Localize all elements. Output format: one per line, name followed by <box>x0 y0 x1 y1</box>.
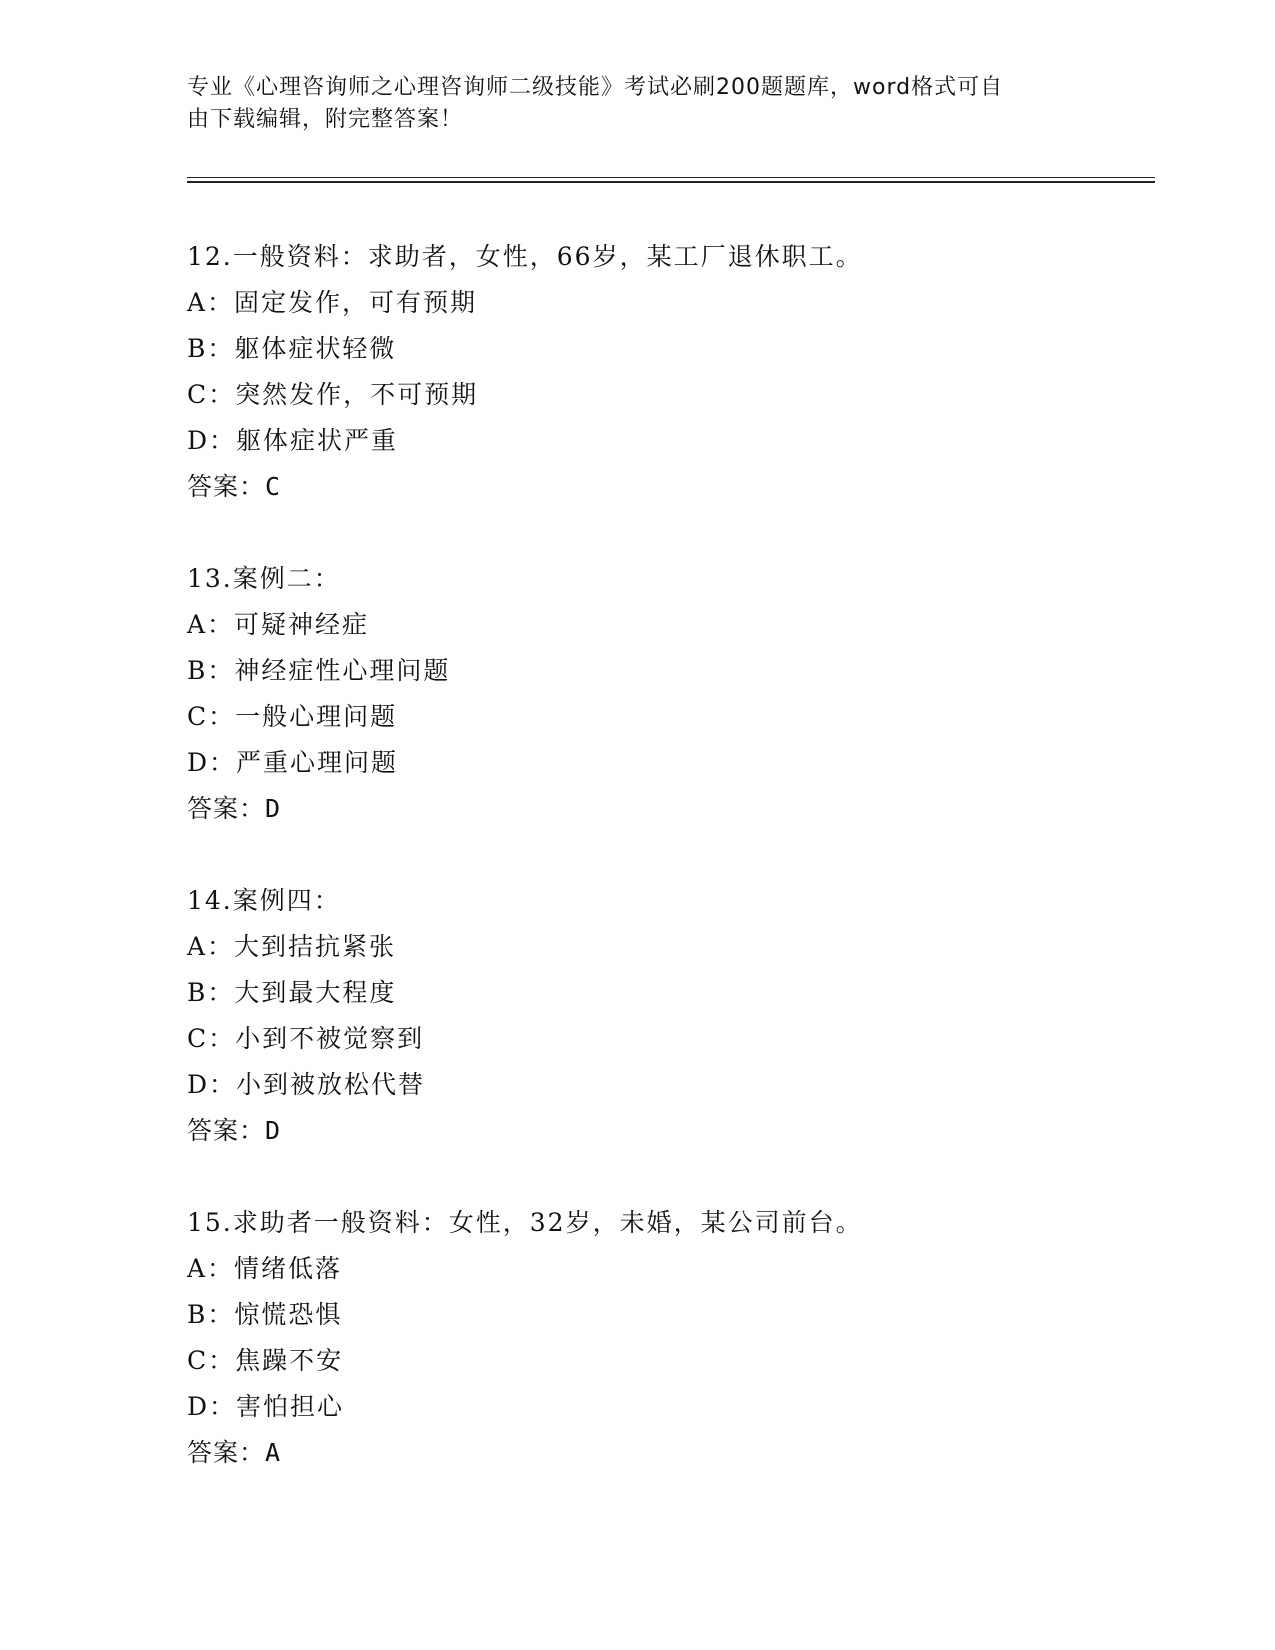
answer-label: 答案： <box>187 1438 266 1467</box>
answer-value: C <box>265 472 282 501</box>
question-stem: 12.一般资料：求助者，女性，66岁，某工厂退休职工。 <box>187 242 863 271</box>
header-line-2: 由下载编辑，附完整答案！ <box>187 107 464 132</box>
question-stem: 13.案例二： <box>187 564 341 593</box>
option-d: D：小到被放松代替 <box>187 1070 426 1099</box>
question-stem: 14.案例四： <box>187 886 341 915</box>
option-a: A：可疑神经症 <box>187 610 370 639</box>
answer-line <box>187 1108 1155 1154</box>
option-d: D：严重心理问题 <box>187 748 399 777</box>
answer-line <box>187 464 1155 510</box>
option-b: B：惊慌恐惧 <box>187 1300 343 1329</box>
option-c: C：突然发作，不可预期 <box>187 380 479 409</box>
option-a: A：固定发作，可有预期 <box>187 288 478 317</box>
question-13 <box>187 556 1155 832</box>
answer-label: 答案： <box>187 1116 266 1145</box>
option-b: B：神经症性心理问题 <box>187 656 451 685</box>
question-stem: 15.求助者一般资料：女性，32岁，未婚，某公司前台。 <box>187 1208 863 1237</box>
answer-line <box>187 786 1155 832</box>
option-c: C：焦躁不安 <box>187 1346 344 1375</box>
answer-value: D <box>265 794 282 823</box>
answer-label: 答案： <box>187 472 266 501</box>
answer-value: D <box>265 1116 282 1145</box>
option-d: D：害怕担心 <box>187 1392 345 1421</box>
question-list <box>187 234 1155 1522</box>
question-12 <box>187 234 1155 510</box>
header-line-1: 专业《心理咨询师之心理咨询师二级技能》考试必刷200题题库，word格式可自 <box>187 75 1004 100</box>
answer-value: A <box>265 1438 282 1467</box>
option-b: B：躯体症状轻微 <box>187 334 397 363</box>
header-divider-top <box>187 177 1155 178</box>
question-15 <box>187 1200 1155 1476</box>
question-14 <box>187 878 1155 1154</box>
option-d: D：躯体症状严重 <box>187 426 399 455</box>
option-c: C：小到不被觉察到 <box>187 1024 425 1053</box>
header-divider-bottom <box>187 181 1155 183</box>
answer-line <box>187 1430 1155 1476</box>
option-c: C：一般心理问题 <box>187 702 398 731</box>
option-a: A：大到拮抗紧张 <box>187 932 397 961</box>
option-b: B：大到最大程度 <box>187 978 397 1007</box>
answer-label: 答案： <box>187 794 266 823</box>
option-a: A：情绪低落 <box>187 1254 343 1283</box>
document-header <box>187 72 1077 136</box>
